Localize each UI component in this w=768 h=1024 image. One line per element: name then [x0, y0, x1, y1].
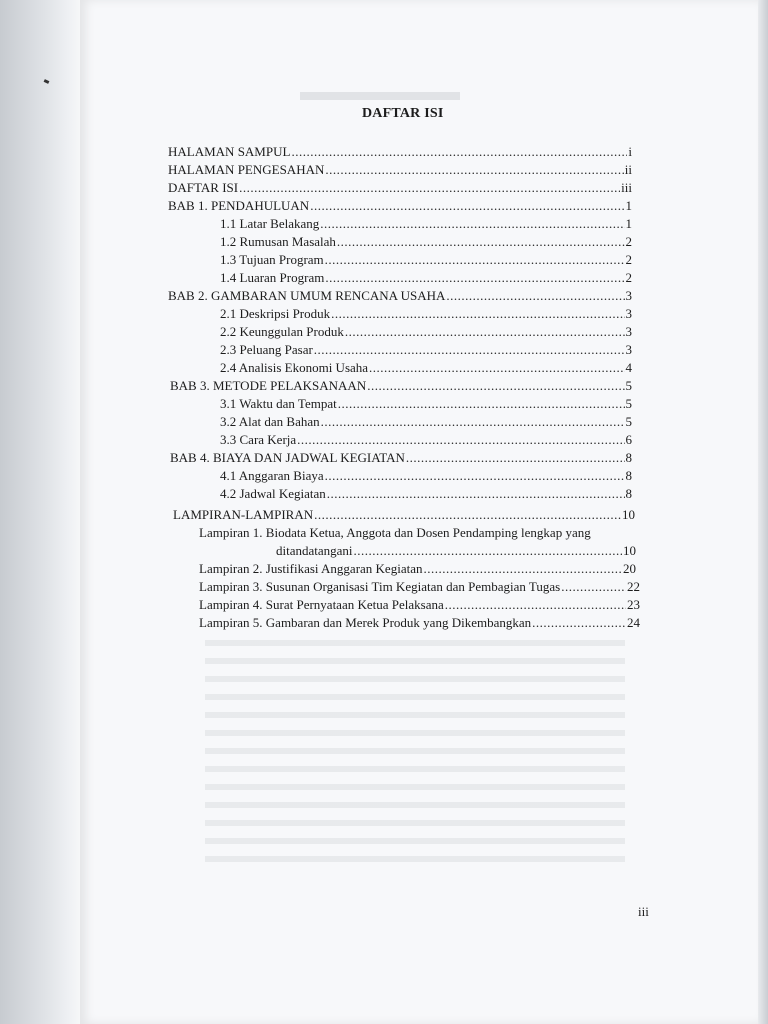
page-title: DAFTAR ISI	[362, 106, 444, 121]
page-edge	[758, 0, 768, 1024]
toc-appendix-entry: Lampiran 3. Susunan Organisasi Tim Kegiatan dan Pembagian Tugas ..... 22	[199, 578, 640, 596]
toc-entry: BAB 3. METODE PELAKSANAAN ..... 5	[170, 377, 632, 395]
toc-entry: BAB 2. GAMBARAN UMUM RENCANA USAHA ..... 3	[168, 287, 632, 305]
toc-subentry: 1.1 Latar Belakang ..... 1	[220, 215, 632, 233]
show-through-2	[205, 640, 625, 870]
show-through-1	[300, 92, 460, 100]
toc-subentry: 2.3 Peluang Pasar ..... 3	[220, 341, 632, 359]
toc-subentry: 3.3 Cara Kerja ..... 6	[220, 431, 632, 449]
toc-entry: HALAMAN PENGESAHAN ..... ii	[168, 161, 632, 179]
toc-subentry: 2.4 Analisis Ekonomi Usaha ..... 4	[220, 359, 632, 377]
toc-subentry: 2.1 Deskripsi Produk ..... 3	[220, 305, 632, 323]
toc-subentry: 3.2 Alat dan Bahan ..... 5	[220, 413, 632, 431]
toc-entry: HALAMAN SAMPUL ..... i	[168, 143, 632, 161]
page-number: iii	[638, 904, 649, 919]
toc-entry: LAMPIRAN-LAMPIRAN ..... 10	[173, 506, 635, 524]
toc-subentry: 3.1 Waktu dan Tempat ..... 5	[220, 395, 632, 413]
toc-subentry: 2.2 Keunggulan Produk ..... 3	[220, 323, 632, 341]
toc-entry: BAB 4. BIAYA DAN JADWAL KEGIATAN ..... 8	[170, 449, 632, 467]
toc-entry: DAFTAR ISI ..... iii	[168, 179, 632, 197]
toc-subentry: 4.1 Anggaran Biaya ..... 8	[220, 467, 632, 485]
toc-appendix-entry: Lampiran 2. Justifikasi Anggaran Kegiatan ..... 20	[199, 560, 636, 578]
toc-subentry: 4.2 Jadwal Kegiatan ..... 8	[220, 485, 632, 503]
book-binding	[0, 0, 80, 1024]
toc-entry: BAB 1. PENDAHULUAN ..... 1	[168, 197, 632, 215]
toc-subentry: 1.4 Luaran Program ..... 2	[220, 269, 632, 287]
toc-appendix-entry: Lampiran 5. Gambaran dan Merek Produk yang Dikembangkan ..... 24	[199, 614, 640, 632]
toc-appendix-entry-line1: Lampiran 1. Biodata Ketua, Anggota dan Dosen Pendamping lengkap yang	[199, 525, 591, 540]
toc-appendix-entry: Lampiran 4. Surat Pernyataan Ketua Pelaksana ..... 23	[199, 596, 640, 614]
toc-appendix-entry-line2: ditandatangani ..... 10	[276, 542, 636, 560]
toc-subentry: 1.2 Rumusan Masalah ..... 2	[220, 233, 632, 251]
toc-subentry: 1.3 Tujuan Program ..... 2	[220, 251, 632, 269]
